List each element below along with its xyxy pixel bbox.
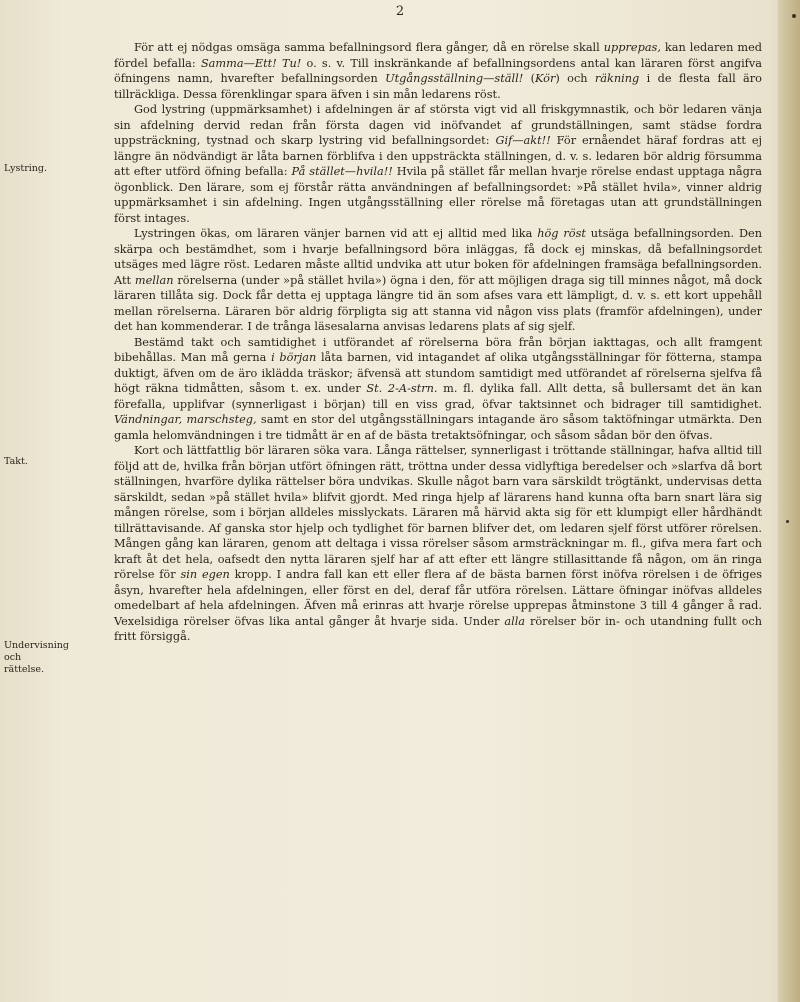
paragraph — [114, 40, 762, 102]
text-run: kropp. I andra fall kan ett eller flera af de bästa barnen först inöfva rörelsen i de öfriges åsyn, hvarefter hela afdelningen, eller först en del, deraf får utföra rörelsen. Lättare öfningar inöfvas alldeles omedelbart af hela afdelningen. Äfven må erinras att hvarje rörelse upprepas åtminstone 3 till 4 gånger å rad. Vexelsidiga rörelser öfvas lika antal gånger åt hvarje sida. Under — [114, 568, 763, 628]
text-run: Bestämd takt och samtidighet i utförandet af rörelserna böra från början iakttagas, och allt framgent bibehållas. Man må gerna — [114, 335, 762, 364]
italic-text: Kör — [535, 72, 556, 85]
text-run: rörelser bör in- och utandning fullt och fritt försiggå. — [114, 614, 763, 643]
text-run: utsäga befallningsorden. Den skärpa och bestämdhet, som i hvarje befallningsord böra inläggas, få dock ej minskas, då befallningsordet utsäges med lägre röst. Ledaren måste alltid undvika att utur boken för afdelningen framsäga befallningsorden. Att — [114, 227, 762, 287]
margin-note-line-1: Undervisning — [4, 640, 70, 651]
italic-text: sin egen — [180, 568, 230, 581]
ink-speck — [786, 520, 789, 523]
text-run: Hvila på stället får mellan hvarje rörelse endast upptaga några ögonblick. Den lärare, som ej förstår rätta användningen af befallningsordet: »På stället hvila», vinner aldrig uppmärksamhet i sin afdelning. Ingen utgångsställning eller rörelse må företagas utan att grundställningen först intages. — [114, 165, 762, 225]
italic-text: mellan — [134, 273, 174, 287]
margin-note-takt: Takt. — [4, 456, 28, 467]
text-run: i de flesta fall äro tillräckliga. Dessa förenklingar spara äfven i sin mån ledarens röst. — [114, 72, 762, 101]
paragraph — [114, 102, 762, 226]
italic-text: St. 2-A-strn. — [366, 382, 438, 395]
italic-text: hög röst — [537, 227, 586, 240]
text-run: För ernåendet häraf fordras att ej längre än nödvändigt är låta barnen förblifva i den uppsträckta ställningen, d. v. s. ledaren bör aldrig försumma att efter utförd öfning befalla: — [114, 134, 763, 178]
italic-text: i början — [271, 351, 317, 364]
text-run: ( — [523, 72, 536, 85]
text-run: God lystring (uppmärksamhet) i afdelningen är af största vigt vid all friskgymnastik, och bör ledaren vänja sin afdelning dervid redan från första dagen vid inöfvandet af grundställningen, samt städse fordra uppsträckning, tystnad och skarp lystring vid befallningsordet: — [114, 103, 762, 147]
italic-text: upprepas, — [603, 41, 661, 54]
text-run: rörelserna (under »på stället hvila») ögna i den, för att möjligen draga sig till minnes något, må dock läraren tillåta sig. Dock får detta ej upptaga längre tid än som afses vara ett lämpligt, d. v. s. ett kort uppehåll mellan rörelserna. Läraren bör aldrig förpligta sig att stanna vid någon viss plats (framför afdelningen), under det han kommenderar. I de trånga läsesalarna anvisas ledarens plats af sig sjelf. — [114, 273, 762, 333]
italic-text: alla — [504, 614, 526, 628]
text-run: Kort och lättfattlig bör läraren söka vara. Långa rättelser, synnerligast i tröttande ställningar, hafva alltid till följd att de, hvilka från början utfört öfningen rätt, tröttna under dessa vidlyftiga beredelser och »slarfva då bort ställningen, hvarföre dylika rättelser böra undvikas. Skulle något barn vara särskildt trögtänkt, undervisas detta särskildt, sedan »på stället hvila» blifvit gjordt. Med ringa hjelp af lärarens hand kunna ofta barn snart lära sig mången rörelse, som i början alldeles misslyckats. Läraren må härvid akta sig för ett klumpigt eller hårdhändt tillrättavisande. Af ganska stor hjelp och tydlighet för barnen blifver det, om ledaren sjelf först utförer rörelsen. Mången gång kan läraren, genom att deltaga i vissa rörelser såsom armsträckningar m. fl., gifva mera fart och kraft åt det hela, oafsedt den nytta läraren sjelf har af att efter ett längre stillasittande få någon, om än ringa rörelse för — [114, 444, 762, 581]
italic-text: Gif—akt!! — [495, 134, 551, 147]
text-run: samt en stor del utgångsställningars intagande äro såsom taktöfningar utmärkta. Den gamla helomvändningen i tre tidmått är en af de bästa tretaktsöfningar, och såsom sådan bör den öfvas. — [114, 413, 762, 442]
paragraph — [114, 335, 762, 444]
page-binding-edge — [778, 0, 800, 1002]
page-number: 2 — [395, 4, 405, 19]
italic-text: På stället—hvila!! — [291, 165, 393, 178]
italic-text: räkning — [594, 72, 640, 85]
italic-text: Vändningar, marschsteg, — [114, 413, 257, 426]
margin-note-line-2: och rättelse. — [4, 652, 45, 675]
text-run: kan ledaren med fördel befalla: — [114, 41, 762, 70]
paragraph — [114, 443, 762, 645]
margin-note-undervisning — [4, 640, 70, 676]
margin-note-lystring: Lystring. — [4, 163, 48, 174]
text-run: låta barnen, vid intagandet af olika utgångsställningar för fötterna, stampa duktigt, äfven om de äro iklädda träskor; äfvensä att stundom samtidigt med utförandet af rörelserna sjelfva få högt räkna tidmåtten, såsom t. ex. under — [114, 351, 763, 395]
body-text — [114, 40, 762, 645]
text-run: o. s. v. Till inskränkande af befallningsordens antal kan läraren först angifva öfningens namn, hvarefter befallningsorden — [114, 56, 762, 85]
paragraph — [114, 226, 762, 335]
italic-text: Utgångsställning—ställ! — [385, 72, 524, 85]
ink-speck — [792, 14, 796, 18]
italic-text: Samma—Ett! Tu! — [200, 56, 302, 70]
text-run: ) och — [555, 72, 595, 85]
text-run: m. fl. dylika fall. Allt detta, så bullersamt det än kan förefalla, upplifvar (synnerligast i början) till en viss grad, öfvar taktsinnet och bidrager till samtidighet. — [114, 382, 762, 411]
text-run: Lystringen ökas, om läraren vänjer barnen vid att ej alltid med lika — [134, 227, 538, 240]
text-run: För att ej nödgas omsäga samma befallningsord flera gånger, då en rörelse skall — [134, 41, 604, 54]
